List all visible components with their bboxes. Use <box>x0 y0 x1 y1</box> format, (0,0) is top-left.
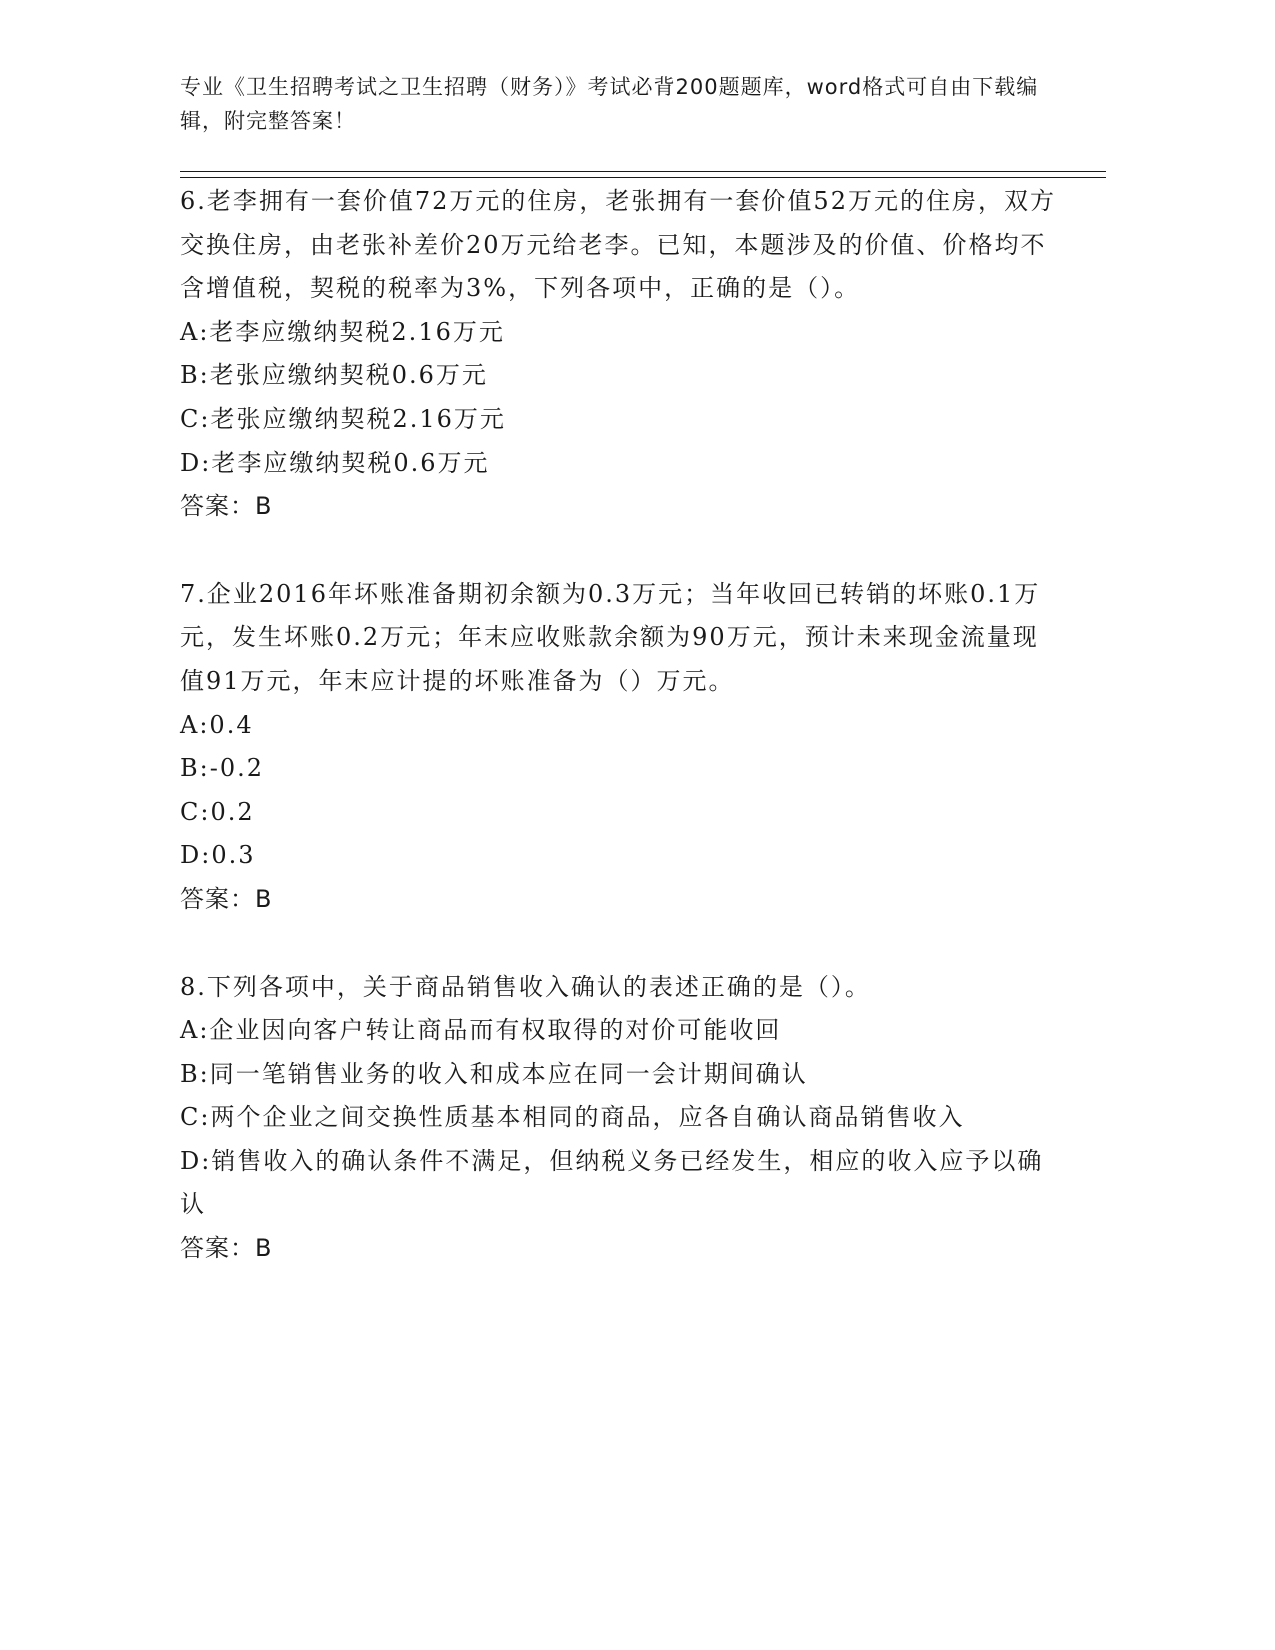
option-a: A:老李应缴纳契税2.16万元 <box>180 317 505 346</box>
answer-line: 答案：B <box>180 884 273 913</box>
option-c: C:两个企业之间交换性质基本相同的商品，应各自确认商品销售收入 <box>180 1103 965 1132</box>
header-divider-top <box>180 171 1106 172</box>
question-7 <box>180 573 1060 922</box>
question-spacer <box>180 922 1060 966</box>
option-c: C:0.2 <box>180 797 255 826</box>
header-divider-bottom <box>180 177 1106 178</box>
question-6 <box>180 180 1060 529</box>
answer-line: 答案：B <box>180 492 273 521</box>
option-d: D:老李应缴纳契税0.6万元 <box>180 448 490 477</box>
option-a: A:0.4 <box>180 710 254 739</box>
question-text: 6.老李拥有一套价值72万元的住房，老张拥有一套价值52万元的住房，双方交换住房，由老张补差价20万元给老李。已知，本题涉及的价值、价格均不含增值税，契税的税率为3%，下列各项中，正确的是（）。 <box>180 187 1056 303</box>
option-b: B:-0.2 <box>180 754 264 783</box>
question-text: 8.下列各项中，关于商品销售收入确认的表述正确的是（）。 <box>180 972 871 1001</box>
answer-line: 答案：B <box>180 1234 273 1263</box>
question-8 <box>180 966 1060 1271</box>
document-header <box>180 70 1040 138</box>
option-a: A:企业因向客户转让商品而有权取得的对价可能收回 <box>180 1016 782 1045</box>
question-spacer <box>180 529 1060 573</box>
header-title: 专业《卫生招聘考试之卫生招聘（财务）》考试必背200题题库，word格式可自由下载编辑，附完整答案！ <box>180 75 1039 133</box>
option-c: C:老张应缴纳契税2.16万元 <box>180 404 506 433</box>
question-text: 7.企业2016年坏账准备期初余额为0.3万元；当年收回已转销的坏账0.1万元，发生坏账0.2万元；年末应收账款余额为90万元，预计未来现金流量现值91万元，年末应计提的坏账准备为（）万元。 <box>180 579 1041 695</box>
option-b: B:老张应缴纳契税0.6万元 <box>180 361 488 390</box>
option-d: D:0.3 <box>180 841 256 870</box>
option-b: B:同一笔销售业务的收入和成本应在同一会计期间确认 <box>180 1059 808 1088</box>
option-d: D:销售收入的确认条件不满足，但纳税义务已经发生，相应的收入应予以确认 <box>180 1146 1044 1219</box>
question-list <box>180 180 1060 1271</box>
